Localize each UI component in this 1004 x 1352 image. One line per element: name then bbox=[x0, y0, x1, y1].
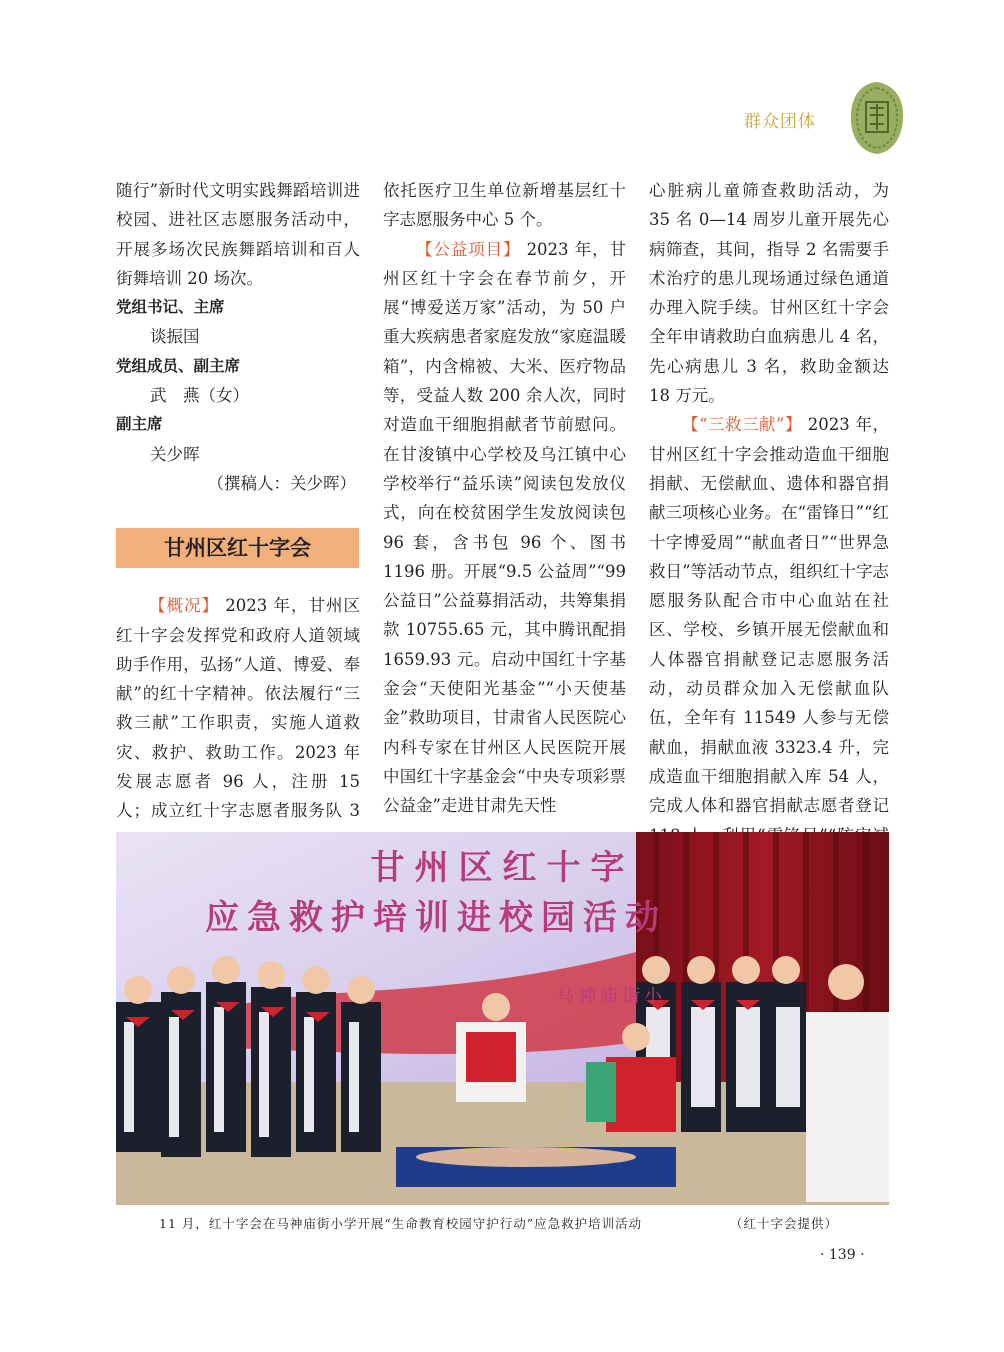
continued-paragraph: 随行”新时代文明实践舞蹈培训进校园、进社区志愿服务活动中，开展多场次民族舞蹈培训和百人街舞培训 20 场次。 bbox=[116, 181, 360, 288]
jade-seal-icon bbox=[848, 80, 906, 156]
screen-subtitle: 马神庙街小 bbox=[556, 986, 666, 1007]
column-2 bbox=[383, 176, 626, 821]
person-name: 谈振国 bbox=[150, 327, 200, 347]
column-3 bbox=[649, 176, 889, 879]
role-party-secretary: 党组书记、主席 bbox=[116, 298, 225, 317]
overview-paragraph bbox=[116, 591, 360, 855]
org-section-title: 甘州区红十字会 bbox=[116, 528, 359, 568]
person-name: 关少晖 bbox=[150, 444, 200, 464]
overview-heading: 【概况】 bbox=[149, 596, 219, 616]
sanjiu-heading: 【“三救三献”】 bbox=[682, 415, 802, 435]
person-name: 武 燕（女） bbox=[150, 386, 249, 406]
screen-title-line1: 甘州区红十字 bbox=[370, 848, 635, 888]
section-tag: 群众团体 bbox=[744, 112, 816, 132]
sanjiu-paragraph bbox=[649, 410, 889, 879]
page-number: · 139 · bbox=[820, 1247, 865, 1263]
overview-text: 2023 年，甘州区红十字会发挥党和政府人道领域助手作用，弘扬“人道、博爱、奉献”的红十字精神。依法履行“三救三献”工作职责，实施人道救灾、救护、救助工作。2023 年发展志愿者 96 人，注册 15 人；成立红十字志愿者服务队 3 bbox=[116, 596, 360, 821]
photo-credit: （红十字会提供） bbox=[730, 1216, 839, 1231]
role-vice-chair: 副主席 bbox=[116, 415, 163, 434]
column-1 bbox=[116, 176, 360, 855]
role-vice-chair-member: 党组成员、副主席 bbox=[116, 356, 241, 375]
photo-caption bbox=[159, 1214, 879, 1232]
event-photo bbox=[116, 832, 889, 1205]
author-credit: （撰稿人：关少晖） bbox=[207, 473, 356, 493]
sanjiu-text: 2023 年，甘州区红十字会推动造血干细胞捐献、无偿献血、遗体和器官捐献三项核心业务。在“雷锋日”“红十字博爱周”“献血者日”“世界急救日”等活动节点，组织红十字志愿服务队配合市中心血站在社区、学校、乡镇开展无偿献血和人体器官捐献登记志愿服务活动，动员群众加入无偿献血队伍，全年有 11549 人参与无偿献血，捐献血液 3323.4 升，完成造血干细胞捐献入库 54 人，完成人体和器官捐献志愿者登记 bbox=[649, 415, 889, 816]
project-paragraph bbox=[383, 235, 626, 821]
project-heading: 【公益项目】 bbox=[416, 239, 521, 259]
caption-text: 11 月，红十字会在马神庙街小学开展“生命教育校园守护行动”应急救护培训活动 bbox=[159, 1216, 643, 1231]
project-text: 2023 年，甘州区红十字会在春节前夕，开展“博爱送万家”活动，为 50 户重大疾病患者家庭发放“家庭温暖箱”，内含棉被、大米、医疗物品等，受益人数 200 余人次，同时对造血干细胞捐献者节前慰问。在甘浚镇中心学校及乌江镇中心学校举行“益乐读”阅读包发放仪式，向在校贫困学生发放阅读包 96 套，含书包 96 个、图书 1196 册。开展“9.5 公益周”“99 公益日”公益募捐活动，共筹集捐款 10755.65 元，其中腾讯配捐 1659.93 元。启动中国红十字基金会“天使阳光基金”“小天使基金”救助项目，甘肃省人民医院心内科专家在甘州区人民医院开展中国红十字基金会“中央专项彩票公益金”走进甘肃先天性 bbox=[383, 239, 626, 816]
continued-paragraph: 依托医疗卫生单位新增基层红十字志愿服务中心 5 个。 bbox=[383, 181, 626, 230]
screen-title-line2: 应急救护培训进校园活动 bbox=[205, 898, 667, 938]
continued-paragraph: 心脏病儿童筛查救助活动，为 35 名 0—14 周岁儿童开展先心病筛查，其间，指导 2 名需要手术治疗的患儿现场通过绿色通道办理入院手续。甘州区红十字会全年申请救助白血病患儿 4 名，先心病患儿 3 名，救助金额达 18 万元。 bbox=[649, 181, 889, 406]
